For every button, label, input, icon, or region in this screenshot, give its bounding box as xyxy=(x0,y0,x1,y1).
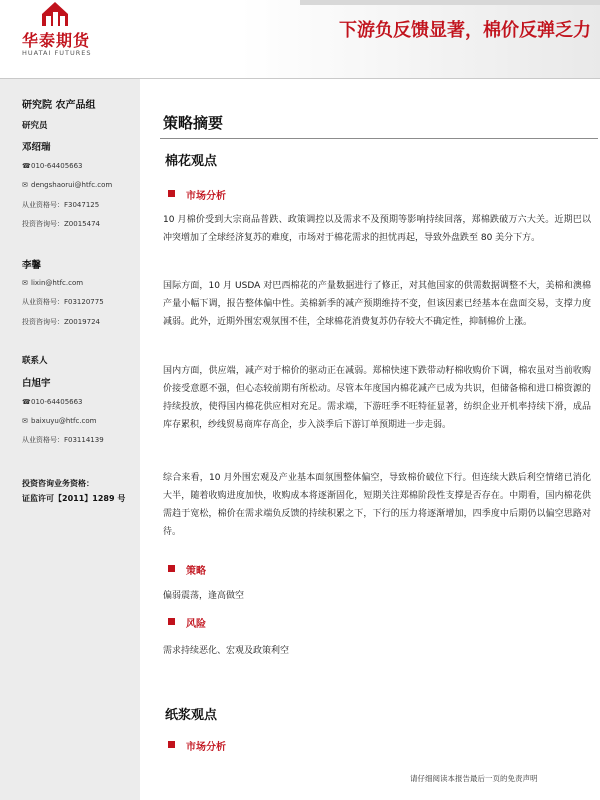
logo-mark-icon xyxy=(40,0,70,26)
square-bullet-icon xyxy=(168,565,175,572)
contact-email[interactable] xyxy=(22,417,97,425)
sub-heading-label: 市场分析 xyxy=(186,742,226,753)
department-label: 研究院 农产品组 xyxy=(22,100,96,111)
phone-icon: ☎ xyxy=(22,398,31,406)
strategy-text: 偏弱震荡，逢高做空 xyxy=(163,591,245,601)
cert-label: 投资咨询业务资格： xyxy=(22,479,94,488)
sub-heading-label: 风险 xyxy=(186,619,206,630)
header-top-strip xyxy=(300,0,600,5)
cotton-paragraph-1: 10 月棉价受到大宗商品普跌、政策调控以及需求不及预期等影响持续回落，郑棉跌破万六大关。近期巴以冲突增加了全球经济复苏的难度，市场对于棉花需求的担忧再起，导致外盘跌至 80 美分下方。 xyxy=(163,215,591,243)
contact-phone xyxy=(22,398,83,406)
contact-name: 白旭宇 xyxy=(22,378,51,389)
mail-icon: ✉ xyxy=(22,417,28,425)
email-text[interactable]: baixuyu@htfc.com xyxy=(31,417,97,425)
analyst-email[interactable] xyxy=(22,279,83,287)
square-bullet-icon xyxy=(168,190,175,197)
analyst-invest-license: 投资咨询号：Z0019724 xyxy=(22,318,100,326)
cotton-paragraph-4: 综合来看，10 月外围宏观及产业基本面氛围整体偏空，导致棉价破位下行。但连续大跌后利空情绪已消化大半，随着收购进度加快，收购成本将逐渐固化，短期关注郑棉阶段性支撑是否存在。中期看，国内棉花供需趋于宽松，棉价在需求端负反馈的持续积累之下，下行的压力将逐渐增加，四季度中后期仍以偏空思路对待。 xyxy=(163,473,591,537)
sub-heading-label: 策略 xyxy=(186,566,206,577)
pulp-section-heading: 纸浆观点 xyxy=(165,708,218,723)
cotton-paragraph-3: 国内方面，供应端，减产对于棉价的驱动正在减弱。郑棉快速下跌带动籽棉收购价下调，棉农虽对当前收购价接受意愿不强，但心态较前期有所松动。尽管本年度国内棉花减产已成为共识，但储备棉和进口棉资源的持续投放，使得国内棉花供应相对充足。需求端，下游旺季不旺特征显著，纺织企业开机率持续下滑，成品库存累积，纱线贸易商库存高企，步入淡季后下游订单预期进一步走弱。 xyxy=(163,366,591,430)
company-logo xyxy=(22,0,110,62)
analyst-name: 李馨 xyxy=(22,260,42,271)
analyst-name: 邓绍瑞 xyxy=(22,142,51,153)
analyst-phone xyxy=(22,162,83,170)
email-text[interactable]: dengshaorui@htfc.com xyxy=(31,181,113,189)
mail-icon: ✉ xyxy=(22,279,28,287)
phone-text: 010-64405663 xyxy=(31,398,83,406)
report-headline: 下游负反馈显著，棉价反弹乏力 xyxy=(339,20,591,41)
analyst-email[interactable] xyxy=(22,181,112,189)
disclaimer-footer: 请仔细阅读本报告最后一页的免责声明 xyxy=(410,774,538,783)
email-text[interactable]: lixin@htfc.com xyxy=(31,279,84,287)
role-label: 研究员 xyxy=(22,121,48,131)
page-title: 策略摘要 xyxy=(163,114,224,132)
cotton-section-heading: 棉花观点 xyxy=(165,154,218,169)
phone-icon: ☎ xyxy=(22,162,31,170)
brand-name-cn: 华泰期货 xyxy=(22,31,91,50)
cotton-paragraph-2: 国际方面，10 月 USDA 对巴西棉花的产量数据进行了修正，对其他国家的供需数据调整不大，美棉和澳棉产量小幅下调，报告整体偏中性。美棉新季的减产预期维持不变，但该因素已经基本在盘面交易，支撑力度减弱。此外，近期外围宏观氛围不佳，全球棉花消费复苏仍存较大不确定性，抑制棉价上涨。 xyxy=(163,281,591,327)
square-bullet-icon xyxy=(168,741,175,748)
sub-heading-label: 市场分析 xyxy=(186,191,226,202)
analyst-license: 从业资格号：F03120775 xyxy=(22,298,104,306)
title-divider xyxy=(160,138,598,139)
cert-number: 证监许可【2011】1289 号 xyxy=(22,494,126,503)
analyst-license: 从业资格号：F3047125 xyxy=(22,201,100,209)
contact-license: 从业资格号：F03114139 xyxy=(22,436,104,444)
square-bullet-icon xyxy=(168,618,175,625)
analyst-invest-license: 投资咨询号：Z0015474 xyxy=(22,220,100,228)
brand-name-en: HUATAI FUTURES xyxy=(22,49,92,57)
risk-text: 需求持续恶化、宏观及政策利空 xyxy=(163,646,290,656)
phone-text: 010-64405663 xyxy=(31,162,83,170)
mail-icon: ✉ xyxy=(22,181,28,189)
contact-label: 联系人 xyxy=(22,356,48,366)
report-header xyxy=(0,0,600,78)
